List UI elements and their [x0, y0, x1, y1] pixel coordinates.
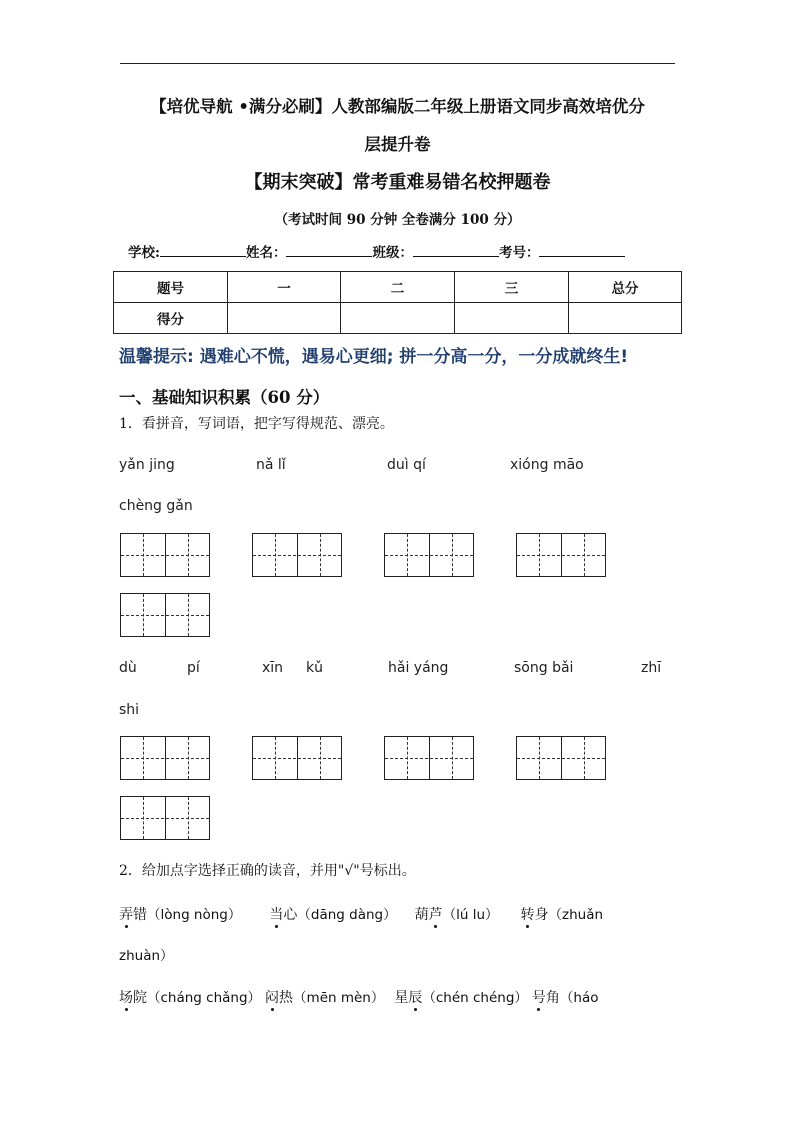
score-table-header-row: [114, 272, 682, 303]
pronunciation-item: [265, 990, 384, 1006]
pinyin-options[interactable]: （dāng dàng）: [297, 907, 397, 923]
dotted-char: 转: [520, 907, 535, 923]
writing-grid[interactable]: [120, 736, 210, 780]
word-rest: 葫: [414, 907, 429, 923]
class-blank[interactable]: [413, 242, 499, 257]
writing-grid[interactable]: [384, 533, 474, 577]
writing-grid[interactable]: [120, 796, 210, 840]
writing-grid[interactable]: [516, 533, 606, 577]
tip-text: 温馨提示: 遇难心不慌，遇易心更细; 拼一分高一分，一分成就终生!: [119, 347, 629, 367]
word-rest: 心: [283, 907, 298, 923]
writing-grid[interactable]: [252, 533, 342, 577]
dotted-char: 弄: [119, 907, 133, 923]
pronunciation-item: [532, 990, 599, 1006]
word-rest: 角: [545, 990, 560, 1006]
word-rest: 错: [133, 907, 147, 923]
score-cell[interactable]: [455, 303, 569, 334]
dotted-char: 场: [119, 990, 133, 1006]
page-title: 【期末突破】常考重难易错名校押题卷: [244, 172, 551, 193]
writing-grid[interactable]: [516, 736, 606, 780]
dotted-char: 芦: [428, 907, 443, 923]
pinyin-label: xióng māo: [510, 457, 584, 473]
score-header-cell: 题号: [114, 272, 228, 303]
pinyin-options[interactable]: （chén chéng）: [422, 990, 528, 1006]
score-header-cell: 总分: [569, 272, 682, 303]
pinyin-label: chèng gǎn: [119, 498, 193, 514]
score-table-row: [114, 303, 682, 334]
word-rest: 院: [133, 990, 147, 1006]
dotted-char: 当: [269, 907, 284, 923]
student-info-line: [128, 242, 625, 263]
pronunciation-item: [119, 907, 241, 923]
pronunciation-line-3: [119, 986, 599, 1007]
question-2-prompt: 2．给加点字选择正确的读音，并用"√"号标出。: [119, 863, 416, 879]
score-table: [113, 271, 682, 334]
score-header-cell: 二: [341, 272, 455, 303]
pronunciation-item: [415, 907, 499, 923]
pronunciation-item: [394, 990, 528, 1006]
number-label: 考号：: [498, 245, 540, 261]
writing-grid[interactable]: [120, 533, 210, 577]
writing-grid[interactable]: [252, 736, 342, 780]
class-label: 班级：: [372, 245, 413, 261]
writing-grid[interactable]: [120, 593, 210, 637]
school-label: 学校:: [128, 245, 160, 261]
score-cell[interactable]: [569, 303, 682, 334]
section-title: 一、基础知识积累（60 分）: [119, 388, 330, 407]
number-blank[interactable]: [539, 242, 625, 257]
writing-grid[interactable]: [384, 736, 474, 780]
pronunciation-item: [119, 990, 261, 1006]
pronunciation-item: [521, 907, 604, 923]
pinyin-options[interactable]: （zhuǎn: [548, 907, 604, 923]
pinyin-label: duì qí: [387, 457, 426, 473]
header-rule: [120, 63, 675, 64]
pronunciation-item: [269, 907, 396, 923]
pinyin-options[interactable]: （lú lu）: [442, 907, 499, 923]
name-label: 姓名：: [245, 245, 287, 261]
pinyin-label: dù: [119, 660, 137, 676]
question-1-prompt: 1．看拼音，写词语，把字写得规范、漂亮。: [119, 416, 394, 432]
word-rest: 热: [279, 990, 294, 1006]
dotted-char: 号: [531, 990, 546, 1006]
pinyin-options[interactable]: （lòng nòng）: [147, 907, 242, 923]
word-rest: 星: [394, 990, 409, 1006]
pinyin-label: sōng bǎi: [514, 660, 574, 676]
dotted-char: 闷: [265, 990, 280, 1006]
pronunciation-line-1: [119, 903, 603, 924]
pinyin-label: nǎ lǐ: [256, 457, 286, 473]
pronunciation-line-2: [119, 944, 174, 964]
title-line-1: 【培优导航 •满分必刷】人教部编版二年级上册语文同步高效培优分: [150, 97, 645, 116]
exam-subtitle: （考试时间 90 分钟 全卷满分 100 分）: [274, 212, 521, 228]
school-blank[interactable]: [160, 242, 246, 257]
pinyin-label: zhī: [641, 660, 662, 676]
score-row-label: 得分: [114, 303, 228, 334]
title-line-2: 层提升卷: [364, 135, 431, 154]
pinyin-label: pí: [187, 660, 200, 676]
pinyin-options[interactable]: （háo: [559, 990, 599, 1006]
pinyin-options[interactable]: zhuàn）: [119, 948, 174, 964]
score-cell[interactable]: [228, 303, 341, 334]
pinyin-label: kǔ: [306, 660, 323, 676]
score-cell[interactable]: [341, 303, 455, 334]
pinyin-options[interactable]: （cháng chǎng）: [147, 990, 262, 1006]
pinyin-label: xīn: [262, 660, 284, 676]
pinyin-label: shi: [119, 702, 140, 718]
pinyin-label: hǎi yáng: [388, 660, 449, 676]
name-blank[interactable]: [286, 242, 372, 257]
pinyin-options[interactable]: （mēn mèn）: [293, 990, 385, 1006]
dotted-char: 辰: [408, 990, 423, 1006]
score-header-cell: 一: [228, 272, 341, 303]
word-rest: 身: [534, 907, 549, 923]
score-header-cell: 三: [455, 272, 569, 303]
pinyin-label: yǎn jing: [119, 457, 175, 473]
